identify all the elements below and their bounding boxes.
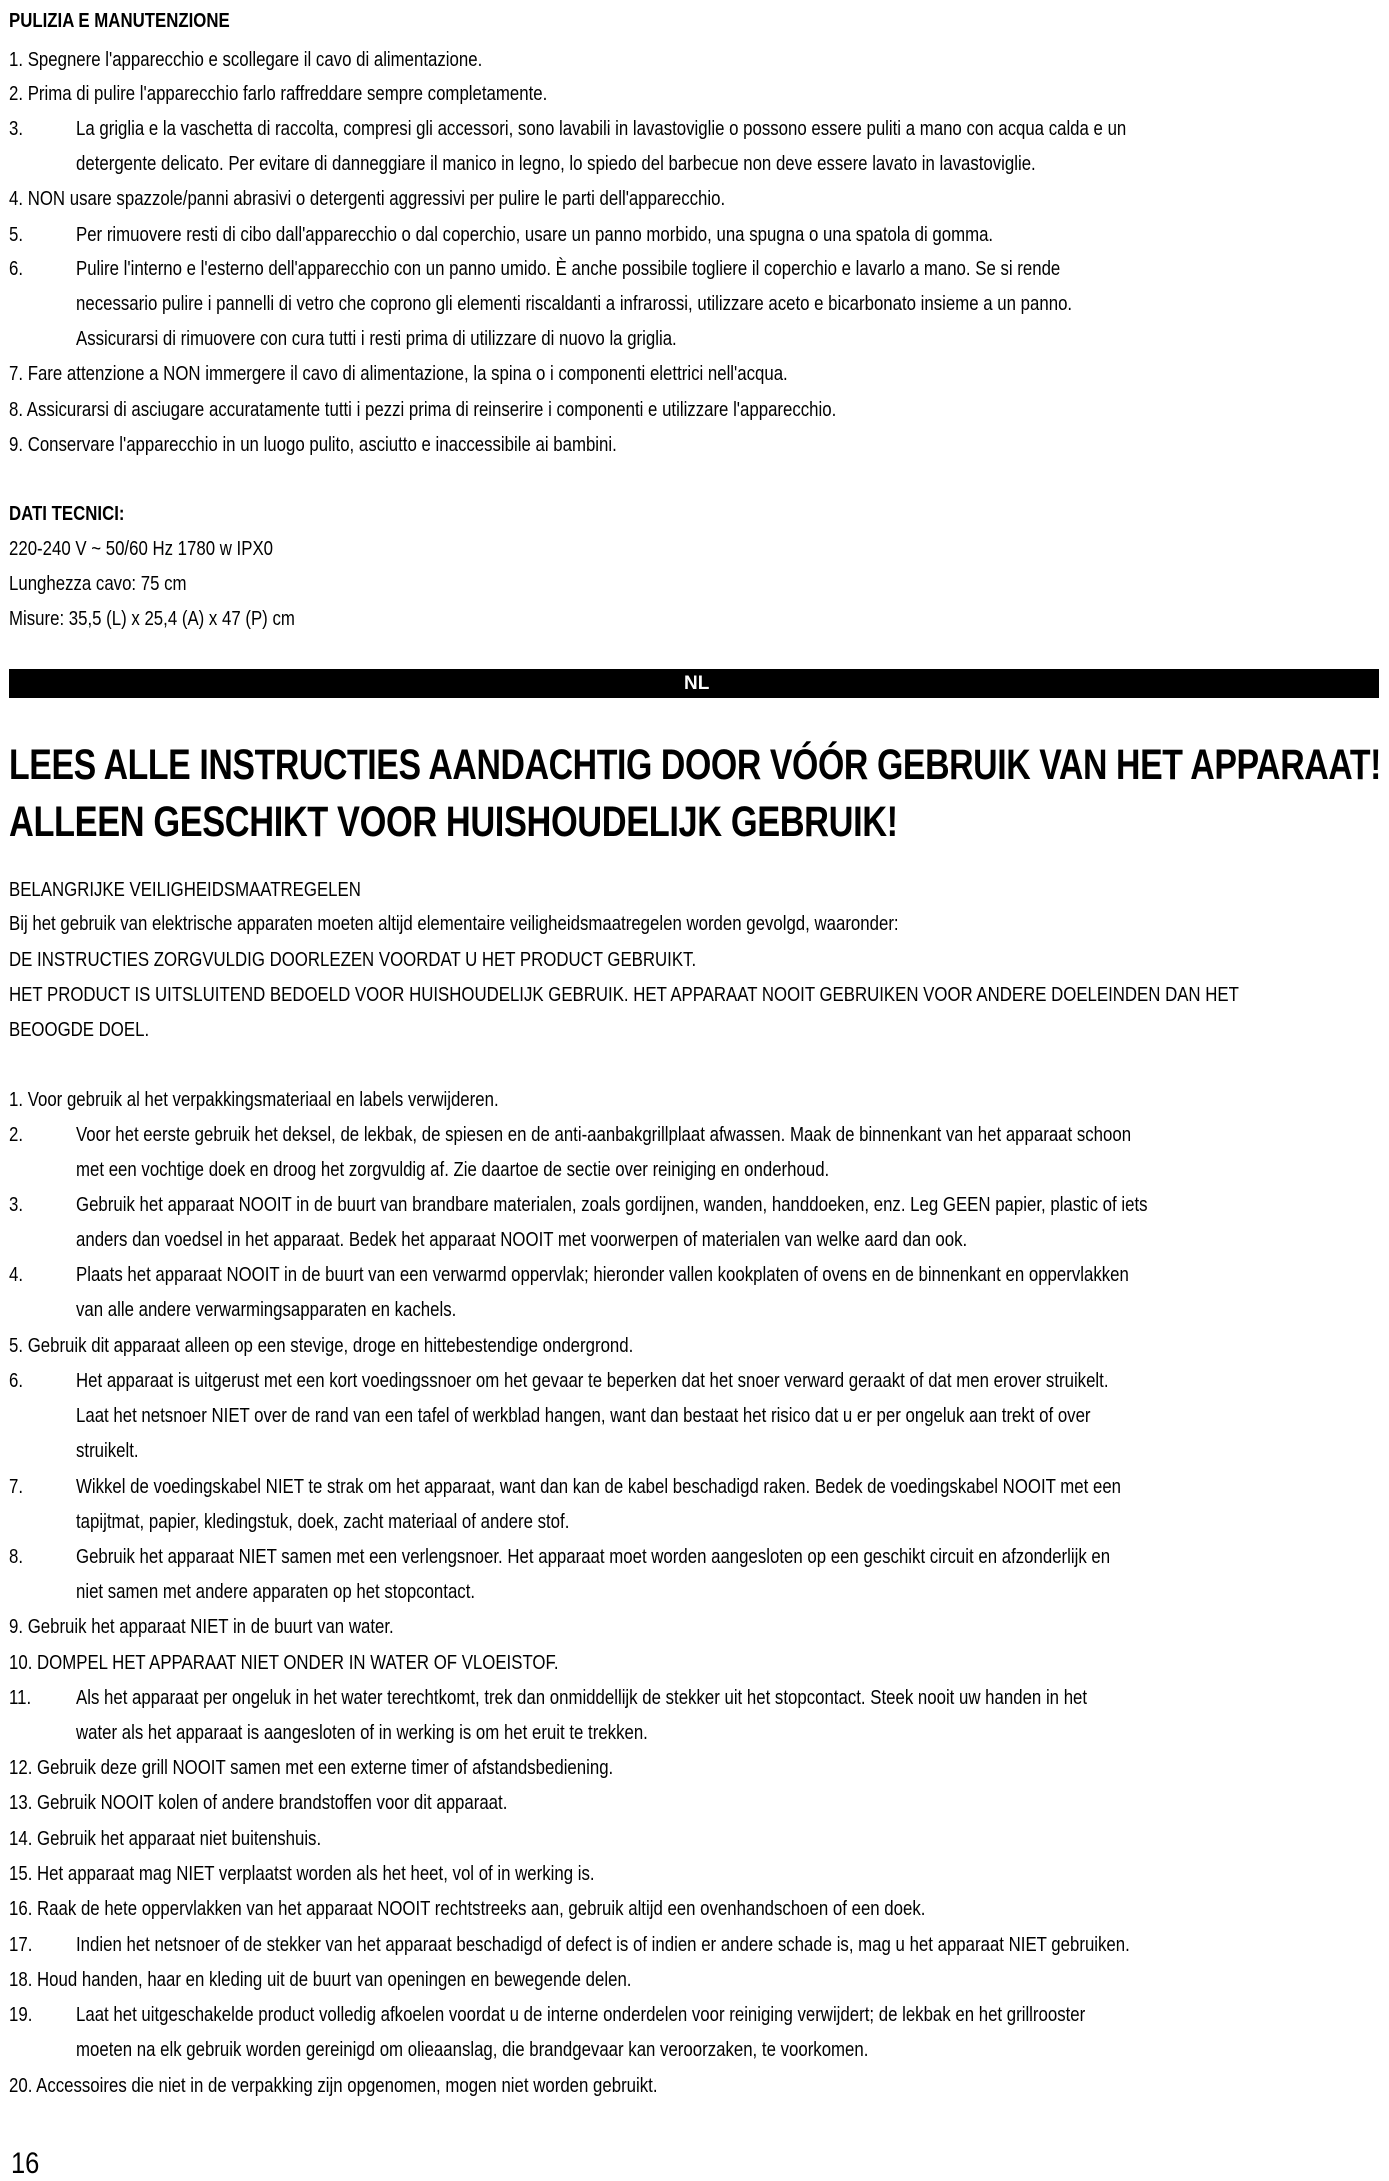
it-item-4: 4. NON usare spazzole/panni abrasivi o detergenti aggressivi per pulire le parti dell'apparecchio. — [9, 187, 726, 210]
nl-item-4-number: 4. — [9, 1263, 24, 1286]
nl-item-19-line2: moeten na elk gebruik worden gereinigd om olieaanslag, die brandgevaar kan veroorzaken, te voorkomen. — [76, 2038, 869, 2061]
nl-intro-line3: HET PRODUCT IS UITSLUITEND BEDOELD VOOR HUISHOUDELIJK GEBRUIK. HET APPARAAT NOOIT GEBRUIKEN VOOR ANDERE DOELEINDEN DAN HET — [9, 983, 1239, 1006]
nl-intro-line1: Bij het gebruik van elektrische apparaten moeten altijd elementaire veiligheidsmaatregelen worden gevolgd, waaronder: — [9, 912, 899, 935]
it-item-3-number: 3. — [9, 117, 24, 140]
nl-item-3-number: 3. — [9, 1193, 24, 1216]
nl-title-line2: ALLEEN GESCHIKT VOOR HUISHOUDELIJK GEBRUIK! — [9, 798, 898, 846]
nl-item-2-number: 2. — [9, 1123, 24, 1146]
nl-item-19-line1: Laat het uitgeschakelde product volledig afkoelen voordat u de interne onderdelen voor reiniging verwijdert; de lekbak en het grillrooster — [76, 2003, 1086, 2026]
language-bar — [9, 669, 1379, 698]
nl-item-7-line2: tapijtmat, papier, kledingstuk, doek, zacht materiaal of andere stof. — [76, 1510, 570, 1533]
it-item-2: 2. Prima di pulire l'apparecchio farlo raffreddare sempre completamente. — [9, 82, 548, 105]
nl-item-14: 14. Gebruik het apparaat niet buitenshuis. — [9, 1827, 322, 1850]
it-item-5-text: Per rimuovere resti di cibo dall'apparecchio o dal coperchio, usare un panno morbido, una spugna o una spatola di gomma. — [76, 223, 994, 246]
page-number: 16 — [11, 2147, 40, 2180]
it-item-6-line3: Assicurarsi di rimuovere con cura tutti i resti prima di utilizzare di nuovo la griglia. — [76, 327, 677, 350]
nl-item-18: 18. Houd handen, haar en kleding uit de buurt van openingen en bewegende delen. — [9, 1968, 632, 1991]
it-item-6-number: 6. — [9, 257, 24, 280]
nl-item-12: 12. Gebruik deze grill NOOIT samen met een externe timer of afstandsbediening. — [9, 1756, 614, 1779]
spec-cable-length: Lunghezza cavo: 75 cm — [9, 572, 187, 595]
nl-item-15: 15. Het apparaat mag NIET verplaatst worden als het heet, vol of in werking is. — [9, 1862, 595, 1885]
nl-intro-line2: DE INSTRUCTIES ZORGVULDIG DOORLEZEN VOORDAT U HET PRODUCT GEBRUIKT. — [9, 948, 697, 971]
nl-item-2-line2: met een vochtige doek en droog het zorgvuldig af. Zie daartoe de sectie over reiniging en onderhoud. — [76, 1158, 830, 1181]
nl-item-8-line2: niet samen met andere apparaten op het stopcontact. — [76, 1580, 476, 1603]
nl-item-6-line1: Het apparaat is uitgerust met een kort voedingssnoer om het gevaar te beperken dat het snoer verward geraakt of dat men erover struikelt. — [76, 1369, 1109, 1392]
nl-item-10: 10. DOMPEL HET APPARAAT NIET ONDER IN WATER OF VLOEISTOF. — [9, 1651, 559, 1674]
section-heading-cleaning: PULIZIA E MANUTENZIONE — [9, 9, 230, 32]
nl-item-20: 20. Accessoires die niet in de verpakking zijn opgenomen, mogen niet worden gebruikt. — [9, 2074, 658, 2097]
it-item-6-line1: Pulire l'interno e l'esterno dell'apparecchio con un panno umido. È anche possibile togliere il coperchio e lavarlo a mano. Se si rende — [76, 257, 1061, 280]
nl-item-16: 16. Raak de hete oppervlakken van het apparaat NOOIT rechtstreeks aan, gebruik altijd een ovenhandschoen of een doek. — [9, 1897, 926, 1920]
it-item-3-line2: detergente delicato. Per evitare di danneggiare il manico in legno, lo spiedo del barbecue non deve essere lavato in lavastoviglie. — [76, 152, 1036, 175]
nl-item-13: 13. Gebruik NOOIT kolen of andere brandstoffen voor dit apparaat. — [9, 1791, 508, 1814]
nl-item-2-line1: Voor het eerste gebruik het deksel, de lekbak, de spiesen en de anti-aanbakgrillplaat afwassen. Maak de binnenkant van het apparaat schoon — [76, 1123, 1132, 1146]
nl-item-17-text: Indien het netsnoer of de stekker van het apparaat beschadigd of defect is of indien er andere schade is, mag u het apparaat NIET gebruiken. — [76, 1933, 1130, 1956]
nl-item-4-line1: Plaats het apparaat NOOIT in de buurt van een verwarmd oppervlak; hieronder vallen kookplaten of ovens en de binnenkant en oppervlakken — [76, 1263, 1129, 1286]
nl-item-17-number: 17. — [9, 1933, 33, 1956]
nl-item-8-line1: Gebruik het apparaat NIET samen met een verlengsnoer. Het apparaat moet worden aangesloten op een geschikt circuit en afzonderlijk en — [76, 1545, 1111, 1568]
nl-item-3-line2: anders dan voedsel in het apparaat. Bedek het apparaat NOOIT met voorwerpen of materialen van welke aard dan ook. — [76, 1228, 968, 1251]
nl-item-11-number: 11. — [9, 1686, 32, 1709]
nl-title-line1: LEES ALLE INSTRUCTIES AANDACHTIG DOOR VÓÓR GEBRUIK VAN HET APPARAAT! — [9, 741, 1381, 789]
nl-item-8-number: 8. — [9, 1545, 24, 1568]
nl-item-6-line3: struikelt. — [76, 1439, 139, 1462]
it-item-9: 9. Conservare l'apparecchio in un luogo pulito, asciutto e inaccessibile ai bambini. — [9, 433, 617, 456]
specs-heading: DATI TECNICI: — [9, 502, 125, 525]
it-item-5-number: 5. — [9, 223, 24, 246]
it-item-3-line1: La griglia e la vaschetta di raccolta, compresi gli accessori, sono lavabili in lavastoviglie o possono essere puliti a mano con acqua calda e un — [76, 117, 1127, 140]
nl-item-1: 1. Voor gebruik al het verpakkingsmateriaal en labels verwijderen. — [9, 1088, 499, 1111]
nl-item-6-line2: Laat het netsnoer NIET over de rand van een tafel of werkblad hangen, want dan bestaat het risico dat u er per ongeluk aan trekt of over — [76, 1404, 1091, 1427]
nl-safety-heading: BELANGRIJKE VEILIGHEIDSMAATREGELEN — [9, 878, 361, 901]
it-item-8: 8. Assicurarsi di asciugare accuratamente tutti i pezzi prima di reinserire i componenti e utilizzare l'apparecchio. — [9, 398, 837, 421]
nl-item-9: 9. Gebruik het apparaat NIET in de buurt van water. — [9, 1615, 394, 1638]
spec-voltage: 220-240 V ~ 50/60 Hz 1780 w IPX0 — [9, 537, 274, 560]
nl-item-4-line2: van alle andere verwarmingsapparaten en kachels. — [76, 1298, 457, 1321]
nl-item-3-line1: Gebruik het apparaat NOOIT in de buurt van brandbare materialen, zoals gordijnen, wanden, handdoeken, enz. Leg GEEN papier, plastic of iets — [76, 1193, 1148, 1216]
nl-item-19-number: 19. — [9, 2003, 33, 2026]
nl-item-6-number: 6. — [9, 1369, 24, 1392]
nl-intro-line4: BEOOGDE DOEL. — [9, 1018, 150, 1041]
nl-item-7-line1: Wikkel de voedingskabel NIET te strak om het apparaat, want dan kan de kabel beschadigd raken. Bedek de voedingskabel NOOIT met een — [76, 1475, 1122, 1498]
it-item-7: 7. Fare attenzione a NON immergere il cavo di alimentazione, la spina o i componenti elettrici nell'acqua. — [9, 362, 788, 385]
language-label: NL — [684, 673, 710, 694]
it-item-1: 1. Spegnere l'apparecchio e scollegare il cavo di alimentazione. — [9, 48, 483, 71]
nl-item-5: 5. Gebruik dit apparaat alleen op een stevige, droge en hittebestendige ondergrond. — [9, 1334, 634, 1357]
nl-item-11-line2: water als het apparaat is aangesloten of in werking is om het eruit te trekken. — [76, 1721, 648, 1744]
spec-dimensions: Misure: 35,5 (L) x 25,4 (A) x 47 (P) cm — [9, 607, 295, 630]
nl-item-11-line1: Als het apparaat per ongeluk in het water terechtkomt, trek dan onmiddellijk de stekker uit het stopcontact. Steek nooit uw handen in het — [76, 1686, 1088, 1709]
nl-item-7-number: 7. — [9, 1475, 24, 1498]
it-item-6-line2: necessario pulire i pannelli di vetro che coprono gli elementi riscaldanti a infrarossi, utilizzare aceto e bicarbonato insieme a un panno. — [76, 292, 1073, 315]
